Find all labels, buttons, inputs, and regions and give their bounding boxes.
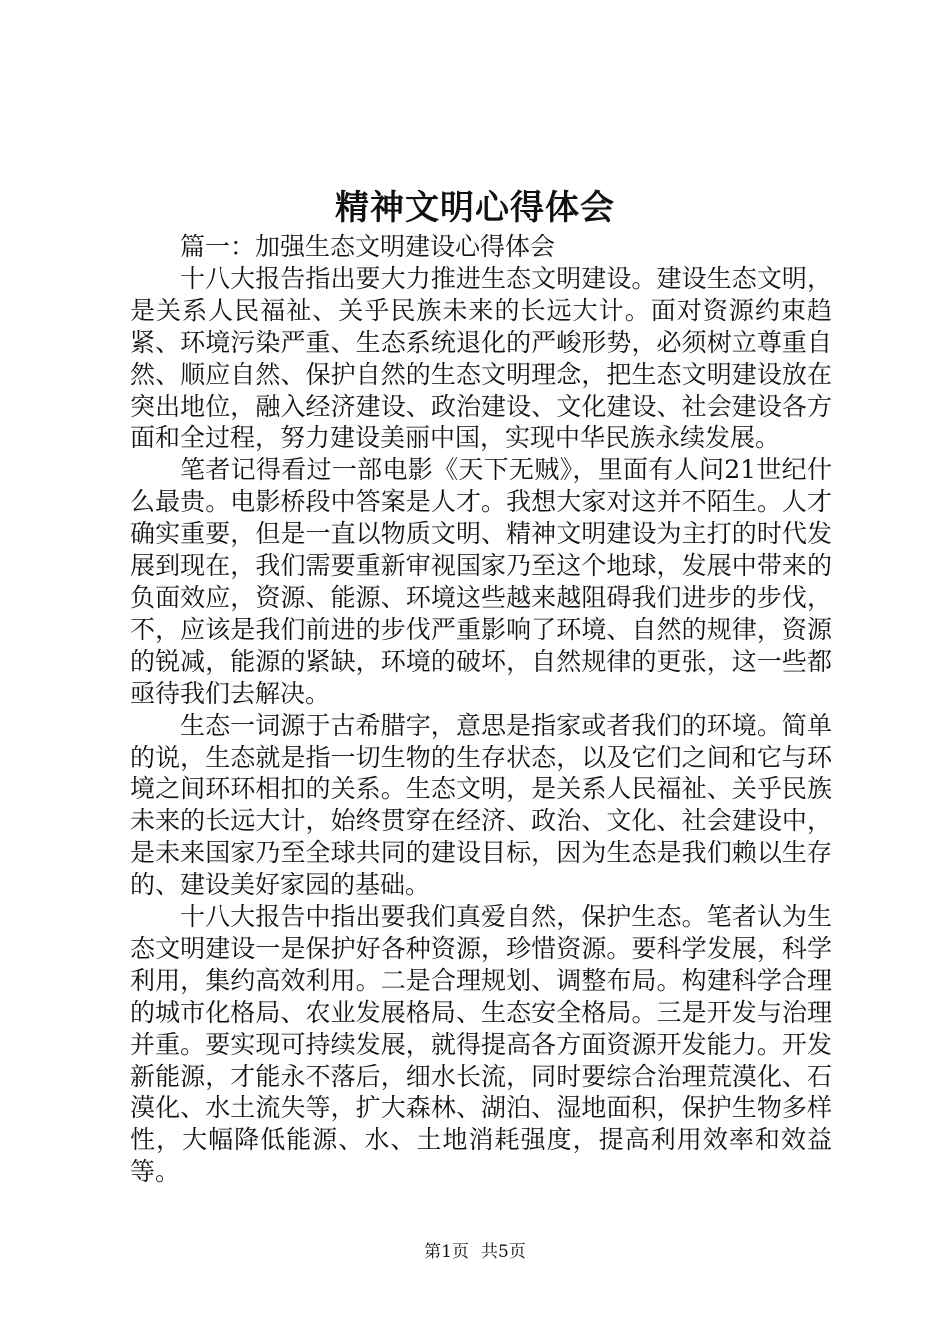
body-paragraph: 十八大报告指出要大力推进生态文明建设。建设生态文明，是关系人民福祉、关乎民族未来的长远大计。面对资源约束趋紧、环境污染严重、生态系统退化的严峻形势，必须树立尊重自然、顺应自然、保护自然的生态文明理念，把生态文明建设放在突出地位，融入经济建设、政治建设、文化建设、社会建设各方面和全过程，努力建设美丽中国，实现中华民族永续发展。 xyxy=(130,263,832,453)
page-number: 第1页 xyxy=(424,1242,469,1262)
body-paragraph: 十八大报告中指出要我们真爱自然，保护生态。笔者认为生态文明建设一是保护好各种资源，珍惜资源。要科学发展，科学利用，集约高效利用。二是合理规划、调整布局。构建科学合理的城市化格局、农业发展格局、生态安全格局。三是开发与治理并重。要实现可持续发展，就得提高各方面资源开发能力。开发新能源，才能永不落后，细水长流，同时要综合治理荒漠化、石漠化、水土流失等，扩大森林、湖泊、湿地面积，保护生物多样性，大幅降低能源、水、土地消耗强度，提高利用效率和效益等。 xyxy=(130,902,832,1187)
body-paragraph: 生态一词源于古希腊字，意思是指家或者我们的环境。简单的说，生态就是指一切生物的生存状态，以及它们之间和它与环境之间环环相扣的关系。生态文明，是关系人民福祉、关乎民族未来的长远大计，始终贯穿在经济、政治、文化、社会建设中，是未来国家乃至全球共同的建设目标，因为生态是我们赖以生存的、建设美好家园的基础。 xyxy=(130,710,832,900)
section-heading: 篇一：加强生态文明建设心得体会 xyxy=(180,232,556,261)
document-title: 精神文明心得体会 xyxy=(335,188,615,228)
body-paragraph: 笔者记得看过一部电影《天下无贼》，里面有人问21世纪什么最贵。电影桥段中答案是人才。我想大家对这并不陌生。人才确实重要，但是一直以物质文明、精神文明建设为主打的时代发展到现在，我们需要重新审视国家乃至这个地球，发展中带来的负面效应，资源、能源、环境这些越来越阻碍我们进步的步伐，不，应该是我们前进的步伐严重影响了环境、自然的规律，资源的锐减，能源的紧缺，环境的破坏，自然规律的更张，这一些都亟待我们去解决。 xyxy=(130,455,832,708)
page-footer xyxy=(0,1240,950,1264)
page-total: 共5页 xyxy=(481,1242,526,1262)
document-body xyxy=(130,231,832,1188)
